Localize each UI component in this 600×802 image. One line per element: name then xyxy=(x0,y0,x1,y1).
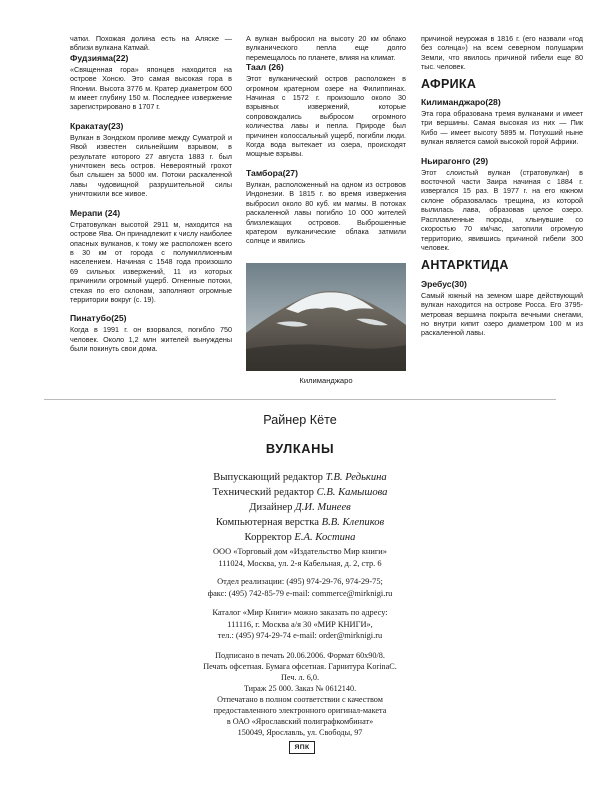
catalog-line: Каталог «Мир Книги» можно заказать по адресу: xyxy=(212,608,388,617)
photo-caption: Килиманджаро xyxy=(299,376,353,385)
section-divider xyxy=(44,399,556,400)
staff-line: Технический редактор С.В. Камышова xyxy=(212,487,388,498)
entry-text: Когда в 1991 г. он взорвался, погибло 750 человек. Около 1,2 млн жителей вынуждены были покинуть свои дома. xyxy=(70,325,232,354)
entry-text: Самый южный на земном шаре действующий вулкан находится на острове Росса. Его 3795-метровая вершина покрыта вечными снегами, но внутри кипит озеро диаметром 100 м из раскаленной лавы. xyxy=(421,290,583,338)
printer-logo: ЯПК xyxy=(289,741,315,754)
entry-taal xyxy=(246,62,406,159)
entry-heading: Ньирагонго (29) xyxy=(421,155,489,166)
print-line: Печать офсетная. Бумага офсетная. Гарнитура KorinaC. xyxy=(203,662,397,671)
column-3 xyxy=(421,34,583,347)
mountain-image xyxy=(246,263,406,371)
book-title: ВУЛКАНЫ xyxy=(265,441,335,456)
print-line: Печ. л. 6,0. xyxy=(280,673,319,682)
entry-nyiragongo xyxy=(421,156,583,253)
print-line: Подписано в печать 20.06.2006. Формат 60х90/8. xyxy=(215,651,385,660)
entry-text: Этот слоистый вулкан (стратовулкан) в восточной части Заира начиная с 1884 г. извергался 15 раз. В 1977 г. на его южном склоне образовалась трещина, из которой вылилась лава, образовав целое озеро. Расплавленные породы, хлынувшие со скоростью 70 км/час, затопили огромную территорию, явившись причиной гибели 300 человек. xyxy=(421,167,583,252)
entry-heading: Тамбора(27) xyxy=(246,167,298,178)
staff-line: Компьютерная верстка В.В. Клепиков xyxy=(215,517,385,528)
entry-text: Этот вулканический остров расположен в огромном кратерном озере на Филиппинах. Начиная с 1572 г. произошло около 30 взрывных извержений, которые сопровождались выбросом огромного количества лавы и пепла. Природе был причинен колоссальный ущерб, погибли люди. Когда вода вытекает из озера, происходят мощные взрывы. xyxy=(246,74,406,159)
entry-merapi xyxy=(70,208,232,305)
column-1 xyxy=(70,34,232,363)
column-2 xyxy=(246,34,406,255)
entry-heading: Пинатубо(25) xyxy=(70,313,127,324)
staff-line: Дизайнер Д.И. Минеев xyxy=(249,502,351,513)
sales-line: факс: (495) 742-85-79 e-mail: commerce@mirknigi.ru xyxy=(207,588,393,598)
entry-heading: Мерапи (24) xyxy=(70,207,121,218)
publisher-block xyxy=(0,546,600,569)
entry-kilimanjaro xyxy=(421,97,583,147)
catalog-line: тел.: (495) 974-29-74 e-mail: order@mirknigi.ru xyxy=(217,631,383,640)
staff-line: Корректор Е.А. Костина xyxy=(244,532,356,543)
column-3-lead: причиной неурожая в 1816 г. (его назвали «год без солнца») на всем северном полушарии Земли, что явилось причиной гибели еще 80 тыс. человек. xyxy=(421,34,583,72)
print-line: Тираж 25 000. Заказ № 0612140. xyxy=(243,684,357,693)
kilimanjaro-photo xyxy=(246,263,406,371)
entry-erebus xyxy=(421,279,583,338)
sales-block xyxy=(0,576,600,599)
entry-fujiyama xyxy=(70,53,232,112)
entry-text: Стратовулкан высотой 2911 м, находится на острове Ява. Он принадлежит к числу наиболее опасных вулканов, к тому же расположен всего в 30 км от города с полумиллионным населением. Начиная с 1548 года произошло 69 сильных извержений, 11 из которых причинили огромный ущерб. Огненные потоки, стекая по его склонам, заполняют огромные территории вокруг (с. 19). xyxy=(70,219,232,304)
print-line: в ОАО «Ярославский полиграфкомбинат» xyxy=(226,717,374,726)
entry-krakatau xyxy=(70,121,232,199)
column-1-lead: чатки. Похожая долина есть на Аляске — вблизи вулкана Катмай. xyxy=(70,34,232,53)
region-heading-africa: АФРИКА xyxy=(421,76,477,91)
sales-line: Отдел реализации: (495) 974-29-76, 974-29-75; xyxy=(217,577,383,586)
entry-heading: Фудзияма(22) xyxy=(70,52,129,63)
print-line: предоставленного электронного оригинал-макета xyxy=(213,706,387,715)
book-author: Райнер Кёте xyxy=(263,413,337,427)
staff-line: Выпускающий редактор Т.В. Редькина xyxy=(213,472,387,483)
entry-text: Эта гора образована тремя вулканами и имеет три вершины. Самая высокая из них — Пик Кибо — имеет высоту 5895 м. Потухший ныне вулкан является самой высокой горой Африки. xyxy=(421,109,583,147)
entry-heading: Эребус(30) xyxy=(421,278,467,289)
publisher-line: 111024, Москва, ул. 2-я Кабельная, д. 2, стр. 6 xyxy=(218,558,382,568)
publisher-line: ООО «Торговый дом «Издательство Мир книги» xyxy=(213,547,387,556)
entry-heading: Килиманджаро(28) xyxy=(421,97,501,108)
entry-heading: Кракатау(23) xyxy=(70,120,124,131)
entry-pinatubo xyxy=(70,313,232,353)
entry-text: Вулкан, расположенный на одном из островов Индонезии. В 1815 г. во время извержения выбросил около 80 куб. км магмы. В потоках раскаленной лавы погибло 10 000 жителей близлежащих островов. Выброшенные кратером вулканические облака затмили солнце и явились xyxy=(246,179,406,246)
editorial-staff xyxy=(0,470,600,545)
entry-heading: Таал (26) xyxy=(246,62,284,73)
print-line: 150049, Ярославль, ул. Свободы, 97 xyxy=(237,728,363,737)
entry-text: «Священная гора» японцев находится на острове Хонсю. Это самая высокая гора в Японии. Высота 3776 м. Кратер диаметром 600 м имеет глубину 150 м. Последнее извержение зарегистрировано в 1707 г. xyxy=(70,64,232,112)
print-details xyxy=(0,650,600,738)
column-2-lead: А вулкан выбросил на высоту 20 км облако вулканического пепла еще долго перемещалось по планете, влияя на климат. xyxy=(246,34,406,62)
entry-text: Вулкан в Зондском проливе между Суматрой и Явой известен сильнейшим взрывом, в результате которого 27 августа 1883 г. был уничтожен весь остров. Невероятный грохот был слышен за 5000 км. Потоки раскаленной лавы чудовищной разрушительной силы уничтожили все живое. xyxy=(70,132,232,199)
catalog-line: 111116, г. Москва а/я 30 «МИР КНИГИ», xyxy=(227,619,373,629)
entry-tambora xyxy=(246,168,406,246)
region-heading-antarctica: АНТАРКТИДА xyxy=(421,258,509,273)
catalog-block xyxy=(0,607,600,642)
print-line: Отпечатано в полном соответствии с качеством xyxy=(217,695,383,704)
